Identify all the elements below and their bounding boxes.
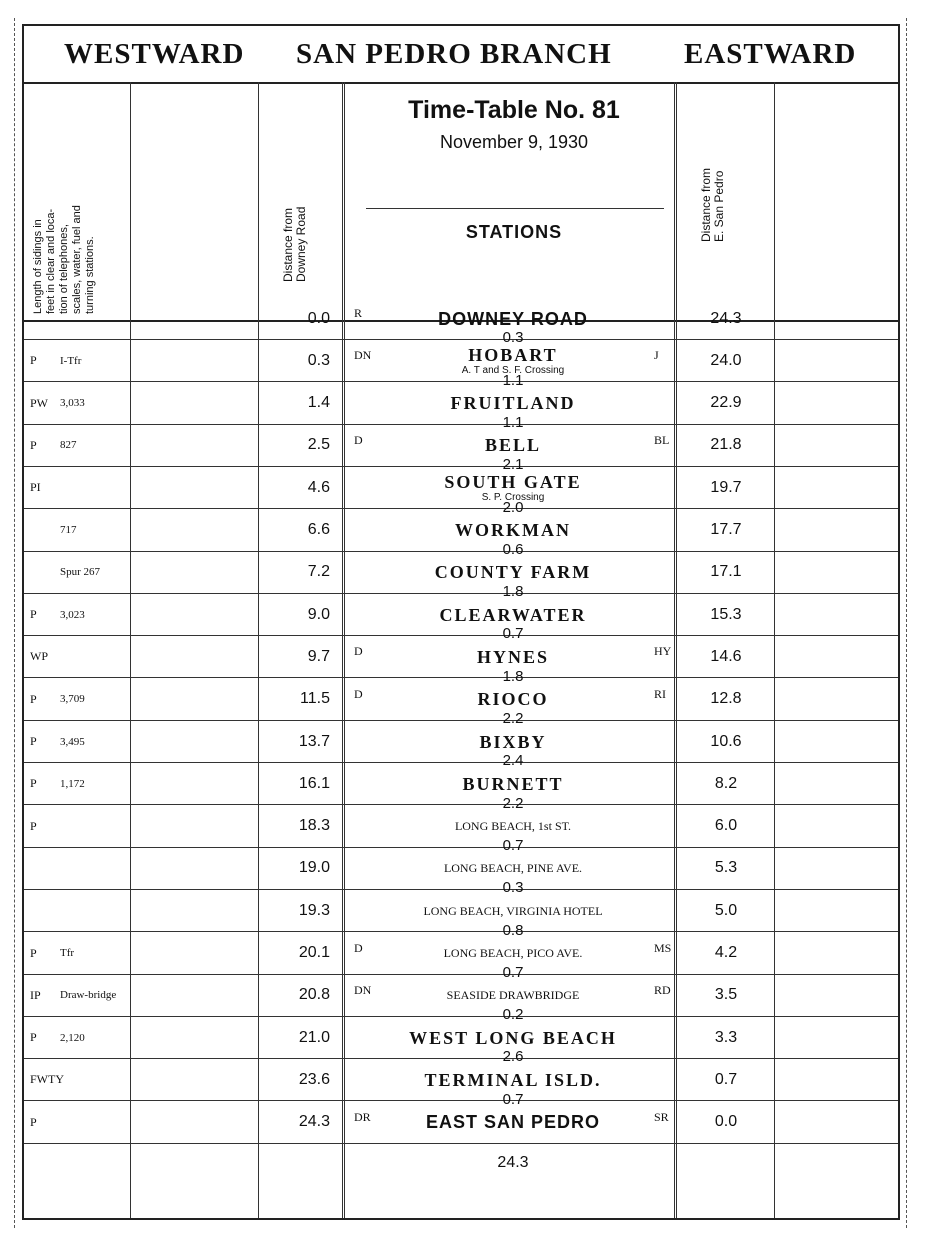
siding-length: 3,033 bbox=[60, 397, 85, 410]
branch-title: SAN PEDRO BRANCH bbox=[296, 37, 612, 70]
station-name: COUNTY FARM bbox=[434, 562, 592, 583]
station-code-left: D bbox=[354, 686, 363, 701]
timetable-number: Time-Table No. 81 bbox=[408, 96, 620, 124]
distance-from-east-san-pedro: 5.0 bbox=[714, 901, 738, 919]
segment-distance: 2.6 bbox=[502, 1048, 524, 1066]
segment-distance: 2.2 bbox=[502, 710, 524, 727]
distance-from-downey: 9.7 bbox=[307, 647, 330, 665]
distance-from-east-san-pedro: 17.7 bbox=[710, 521, 742, 538]
segment-distance: 2.4 bbox=[502, 752, 524, 770]
siding-cell bbox=[30, 721, 128, 762]
distance-from-east-san-pedro: 8.2 bbox=[714, 774, 738, 792]
distance-from-downey: 20.8 bbox=[298, 986, 330, 1004]
siding-prefix: PW bbox=[30, 395, 48, 410]
siding-length: 3,023 bbox=[60, 608, 85, 621]
col-divider-2 bbox=[258, 82, 259, 1218]
siding-cell bbox=[30, 1059, 128, 1100]
distance-from-downey: 4.6 bbox=[307, 478, 330, 496]
siding-note-header: Length of sidings in feet in clear and loca- tion of telephones, scales, water, fuel and turning stations. bbox=[32, 205, 96, 314]
segment-distance: 0.7 bbox=[502, 1090, 524, 1108]
distance-from-downey: 1.4 bbox=[307, 394, 330, 412]
distance-from-east-san-pedro: 6.0 bbox=[714, 817, 738, 835]
station-code-left: R bbox=[354, 306, 363, 320]
siding-cell bbox=[30, 975, 128, 1016]
segment-distance: 0.7 bbox=[502, 625, 524, 643]
siding-prefix: FWTY bbox=[30, 1072, 64, 1087]
station-name: FRUITLAND bbox=[450, 393, 576, 414]
segment-distance: 1.1 bbox=[502, 371, 524, 389]
siding-length: I-Tfr bbox=[60, 354, 82, 367]
station-code-left: D bbox=[354, 644, 363, 659]
distance-from-downey: 19.0 bbox=[298, 859, 330, 877]
total-distance: 24.3 bbox=[497, 1154, 529, 1171]
siding-length: 717 bbox=[60, 524, 77, 536]
station-name: BIXBY bbox=[479, 731, 547, 752]
siding-cell bbox=[30, 425, 128, 466]
station-name: SEASIDE DRAWBRIDGE bbox=[446, 988, 580, 1003]
siding-prefix: P bbox=[30, 437, 37, 452]
distance-from-east-san-pedro: 3.3 bbox=[714, 1028, 738, 1046]
station-code-right: SR bbox=[654, 1109, 669, 1124]
distance-from-east-san-pedro: 24.3 bbox=[710, 309, 742, 327]
distance-from-east-san-pedro: 12.8 bbox=[710, 690, 742, 708]
segment-distance: 0.3 bbox=[502, 879, 524, 897]
siding-cell bbox=[30, 636, 128, 677]
siding-length: Spur 267 bbox=[60, 566, 101, 579]
siding-cell bbox=[30, 890, 128, 931]
station-name: WEST LONG BEACH bbox=[409, 1027, 617, 1048]
station-name: BURNETT bbox=[462, 773, 564, 794]
siding-cell bbox=[30, 467, 128, 508]
siding-cell bbox=[30, 806, 128, 847]
siding-prefix: P bbox=[30, 607, 37, 622]
segment-distance: 0.6 bbox=[502, 540, 524, 558]
siding-cell bbox=[30, 552, 128, 593]
siding-prefix: WP bbox=[30, 649, 48, 664]
distance-from-downey: 20.1 bbox=[298, 944, 330, 961]
siding-length: 2,120 bbox=[60, 1031, 85, 1044]
station-name: LONG BEACH, PICO AVE. bbox=[443, 946, 583, 960]
distance-from-east-san-pedro: 3.5 bbox=[714, 986, 738, 1004]
distance-from-east-san-pedro: 22.9 bbox=[710, 394, 742, 412]
station-row bbox=[24, 1102, 898, 1144]
station-code-right: RD bbox=[654, 982, 671, 997]
siding-length: Tfr bbox=[60, 947, 75, 959]
column-header-row bbox=[24, 82, 898, 322]
station-code-right: HY bbox=[654, 644, 672, 659]
siding-cell bbox=[30, 594, 128, 635]
station-name: HOBART bbox=[468, 344, 558, 365]
distance-from-east-san-pedro: 5.3 bbox=[714, 859, 738, 877]
stations-label: STATIONS bbox=[465, 222, 563, 242]
distance-from-downey: 24.3 bbox=[298, 1113, 330, 1131]
segment-distance: 2.2 bbox=[502, 794, 524, 812]
col-divider-5 bbox=[774, 82, 775, 1218]
distance-from-east-san-pedro: 24.0 bbox=[710, 351, 742, 369]
station-name: LONG BEACH, VIRGINIA HOTEL bbox=[423, 903, 603, 918]
segment-distance: 1.8 bbox=[502, 583, 524, 601]
col-divider-1 bbox=[130, 82, 131, 1218]
distance-from-east-san-pedro: 15.3 bbox=[710, 605, 742, 623]
stations-rule bbox=[366, 208, 664, 209]
distance-from-downey: 6.6 bbox=[307, 521, 330, 538]
station-note: S. P. Crossing bbox=[481, 491, 545, 503]
siding-prefix: P bbox=[30, 1030, 37, 1045]
station-code-left: D bbox=[354, 940, 363, 955]
segment-distance: 2.0 bbox=[502, 498, 524, 516]
siding-cell bbox=[30, 1102, 128, 1143]
dist-downey-header: Distance from Downey Road bbox=[281, 206, 308, 282]
siding-length: Draw-bridge bbox=[60, 989, 117, 1002]
westward-label: WESTWARD bbox=[64, 37, 245, 70]
station-name: TERMINAL ISLD. bbox=[424, 1069, 602, 1090]
segment-distance: 1.1 bbox=[502, 413, 524, 431]
station-name: HYNES bbox=[476, 646, 549, 667]
station-name: RIOCO bbox=[477, 689, 549, 710]
distance-from-east-san-pedro: 4.2 bbox=[714, 944, 738, 961]
siding-prefix: P bbox=[30, 776, 37, 791]
siding-cell bbox=[30, 383, 128, 424]
distance-from-downey: 7.2 bbox=[307, 563, 330, 581]
distance-from-east-san-pedro: 17.1 bbox=[710, 563, 742, 581]
distance-from-downey: 0.3 bbox=[307, 351, 330, 369]
distance-from-east-san-pedro: 10.6 bbox=[710, 732, 742, 750]
timetable-heading bbox=[24, 26, 898, 84]
station-cell bbox=[354, 1102, 672, 1143]
station-code-left: DN bbox=[354, 348, 372, 363]
station-name: LONG BEACH, PINE AVE. bbox=[443, 861, 583, 876]
station-code-right: BL bbox=[654, 432, 670, 447]
station-name: EAST SAN PEDRO bbox=[425, 1112, 601, 1133]
siding-length: 827 bbox=[60, 439, 77, 452]
siding-cell bbox=[30, 340, 128, 381]
distance-from-downey: 21.0 bbox=[298, 1028, 330, 1046]
siding-cell bbox=[30, 679, 128, 720]
distance-from-downey: 13.7 bbox=[298, 732, 330, 750]
siding-cell bbox=[30, 298, 128, 339]
station-code-right: RI bbox=[654, 686, 666, 701]
distance-from-east-san-pedro: 0.7 bbox=[714, 1070, 738, 1088]
siding-cell bbox=[30, 933, 128, 974]
distance-from-east-san-pedro: 14.6 bbox=[710, 647, 742, 665]
distance-from-downey: 18.3 bbox=[298, 817, 330, 835]
dist-esp-header: Distance from E. San Pedro bbox=[699, 167, 726, 242]
siding-prefix: P bbox=[30, 734, 37, 748]
station-name: LONG BEACH, 1st ST. bbox=[454, 819, 572, 834]
siding-length: 3,709 bbox=[60, 693, 85, 706]
distance-from-east-san-pedro: 0.0 bbox=[714, 1113, 738, 1131]
siding-cell bbox=[30, 510, 128, 551]
siding-prefix: P bbox=[30, 1114, 37, 1129]
siding-prefix: P bbox=[30, 691, 37, 706]
station-name: WORKMAN bbox=[455, 520, 571, 540]
siding-prefix: PI bbox=[30, 480, 41, 495]
station-name: DOWNEY ROAD bbox=[438, 308, 588, 329]
siding-prefix: P bbox=[30, 945, 37, 960]
segment-distance: 0.7 bbox=[502, 836, 524, 854]
siding-cell bbox=[30, 848, 128, 889]
distance-from-downey: 11.5 bbox=[300, 690, 330, 708]
segment-distance: 1.8 bbox=[502, 667, 524, 685]
siding-cell bbox=[30, 1017, 128, 1058]
distance-from-downey: 0.0 bbox=[307, 309, 330, 327]
station-name: CLEARWATER bbox=[439, 604, 587, 625]
segment-distance: 2.1 bbox=[502, 456, 524, 474]
distance-from-east-san-pedro: 19.7 bbox=[710, 478, 742, 496]
distance-from-east-san-pedro: 21.8 bbox=[710, 436, 742, 454]
siding-length: 3,495 bbox=[60, 735, 85, 748]
timetable-date: November 9, 1930 bbox=[439, 132, 589, 152]
segment-distance: 0.8 bbox=[502, 921, 524, 939]
col-divider-4 bbox=[674, 82, 677, 1218]
station-code-right: MS bbox=[654, 940, 672, 955]
station-code-left: D bbox=[354, 432, 363, 447]
siding-prefix: P bbox=[30, 818, 37, 833]
station-note: A. T and S. F. Crossing bbox=[461, 364, 565, 376]
siding-prefix: P bbox=[30, 353, 37, 368]
station-name: SOUTH GATE bbox=[444, 471, 582, 492]
timetable-frame bbox=[22, 24, 900, 1220]
station-code-left: DR bbox=[354, 1109, 371, 1124]
segment-distance: 0.3 bbox=[502, 329, 524, 347]
distance-from-downey: 9.0 bbox=[307, 605, 330, 623]
station-code-right: J bbox=[654, 348, 659, 363]
siding-length: 1,172 bbox=[60, 777, 85, 790]
station-name: BELL bbox=[484, 435, 542, 456]
segment-distance: 0.2 bbox=[502, 1006, 524, 1024]
station-code-left: DN bbox=[354, 982, 372, 997]
siding-cell bbox=[30, 763, 128, 804]
distance-from-downey: 2.5 bbox=[307, 436, 330, 454]
col-divider-3 bbox=[342, 82, 345, 1218]
distance-from-downey: 23.6 bbox=[298, 1070, 330, 1088]
distance-from-downey: 19.3 bbox=[298, 901, 330, 919]
distance-from-downey: 16.1 bbox=[298, 774, 330, 792]
segment-distance: 0.7 bbox=[502, 963, 524, 981]
siding-prefix: IP bbox=[30, 987, 41, 1002]
eastward-label: EASTWARD bbox=[684, 37, 857, 70]
